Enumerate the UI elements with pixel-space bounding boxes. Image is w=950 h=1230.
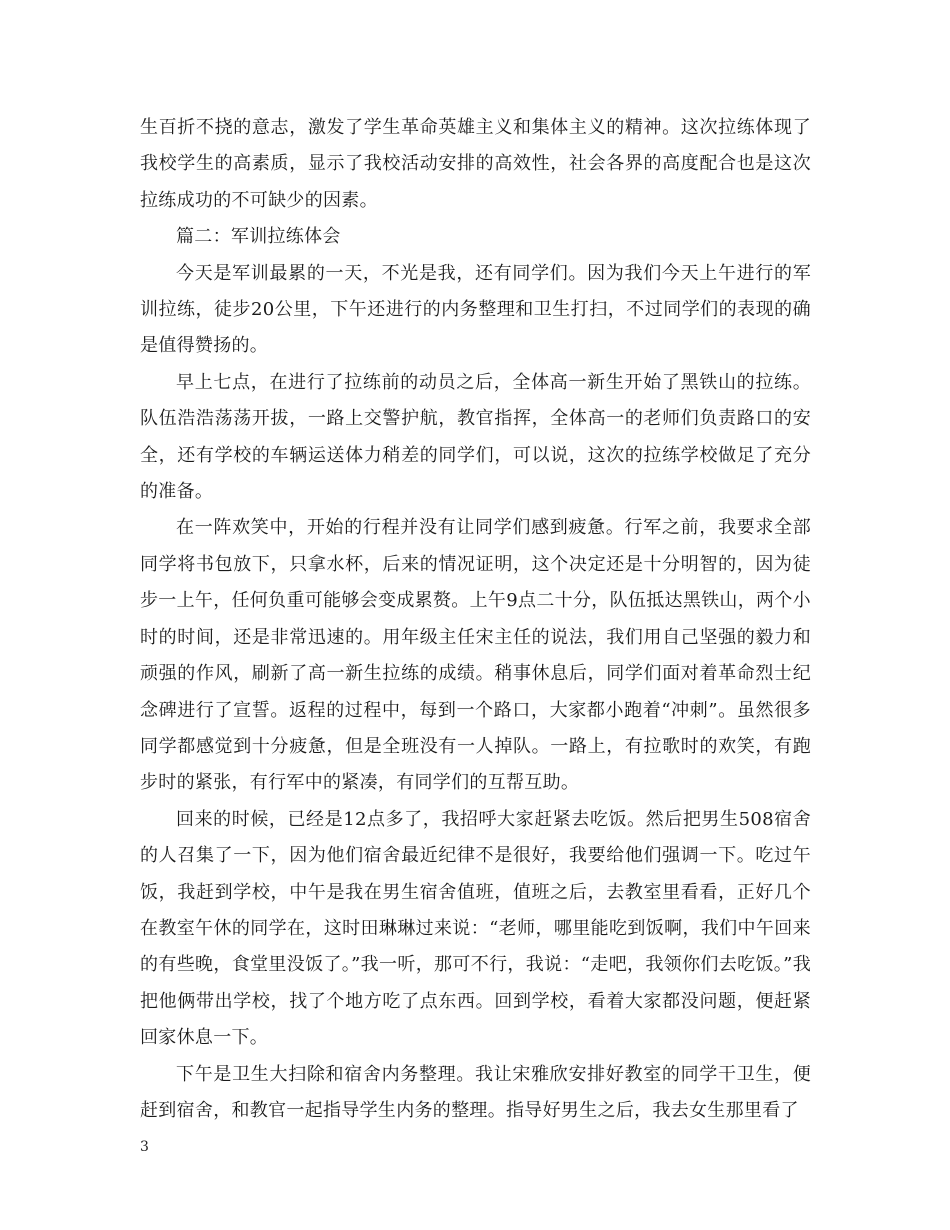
paragraph: 早上七点，在进行了拉练前的动员之后，全体高一新生开始了黑铁山的拉练。队伍浩浩荡荡开拔，一路上交警护航，教官指挥，全体高一的老师们负责路口的安全，还有学校的车辆运送体力稍差的同学们，可以说，这次的拉练学校做足了充分的准备。 xyxy=(140,371,811,503)
paragraph: 今天是军训最累的一天，不光是我，还有同学们。因为我们今天上午进行的军训拉练，徒步20公里，下午还进行的内务整理和卫生打扫，不过同学们的表现的确是值得赞扬的。 xyxy=(140,262,811,357)
paragraph: 在一阵欢笑中，开始的行程并没有让同学们感到疲惫。行军之前，我要求全部同学将书包放下，只拿水杯，后来的情况证明，这个决定还是十分明智的，因为徒步一上午，任何负重可能够会变成累赘。上午9点二十分，队伍抵达黑铁山，两个小时的时间，还是非常迅速的。用年级主任宋主任的说法，我们用自己坚强的毅力和顽强的作风，刷新了高一新生拉练的成绩。稍事休息后，同学们面对着革命烈士纪念碑进行了宣誓。返程的过程中，每到一个路口，大家都小跑着“冲刺”。虽然很多同学都感觉到十分疲惫，但是全班没有一人掉队。一路上，有拉歌时的欢笑，有跑步时的紧张，有行军中的紧凑，有同学们的互帮互助。 xyxy=(140,517,811,794)
paragraph-continued: 生百折不挠的意志，激发了学生革命英雄主义和集体主义的精神。这次拉练体现了我校学生的高素质，显示了我校活动安排的高效性，社会各界的高度配合也是这次拉练成功的不可缺少的因素。 xyxy=(140,117,811,211)
section-heading: 篇二：军训拉练体会 xyxy=(176,226,341,248)
document-body xyxy=(140,110,811,1129)
paragraph: 下午是卫生大扫除和宿舍内务整理。我让宋雅欣安排好教室的同学干卫生，便赶到宿舍，和教官一起指导学生内务的整理。指导好男生之后，我去女生那里看了 xyxy=(140,1063,811,1121)
paragraph: 回来的时候，已经是12点多了，我招呼大家赶紧去吃饭。然后把男生508宿舍的人召集了一下，因为他们宿舍最近纪律不是很好，我要给他们强调一下。吃过午饭，我赶到学校，中午是我在男生宿舍值班，值班之后，去教室里看看，正好几个在教室午休的同学在，这时田琳琳过来说：“老师，哪里能吃到饭啊，我们中午回来的有些晚，食堂里没饭了。”我一听，那可不行，我说：“走吧，我领你们去吃饭。”我把他俩带出学校，找了个地方吃了点东西。回到学校，看着大家都没问题，便赶紧回家休息一下。 xyxy=(140,808,811,1049)
page-number: 3 xyxy=(140,1139,149,1155)
